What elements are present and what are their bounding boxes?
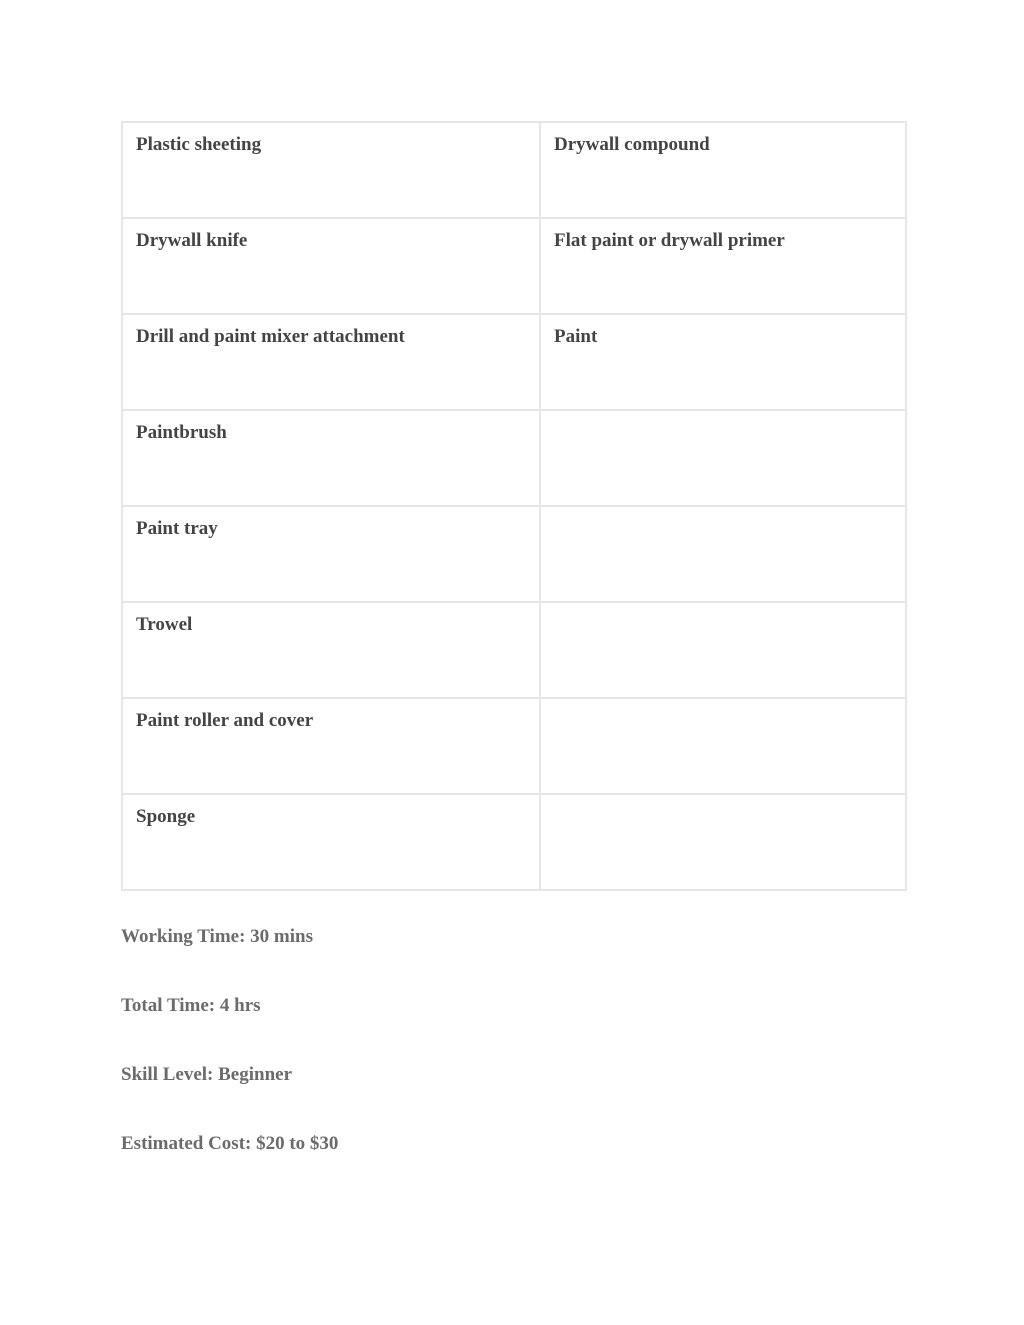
table-cell-material (540, 410, 906, 506)
table-row (122, 122, 906, 218)
total-time: Total Time: 4 hrs (121, 995, 261, 1016)
table-cell-material (540, 794, 906, 890)
table-cell-material: Drywall compound (540, 122, 906, 218)
table-cell-material (540, 506, 906, 602)
table-cell-material (540, 602, 906, 698)
table-cell-tool: Sponge (122, 794, 540, 890)
table-row (122, 506, 906, 602)
table-cell-material: Paint (540, 314, 906, 410)
table-cell-tool: Drywall knife (122, 218, 540, 314)
working-time: Working Time: 30 mins (121, 926, 313, 947)
table-cell-material (540, 698, 906, 794)
table-cell-tool: Plastic sheeting (122, 122, 540, 218)
table-row (122, 314, 906, 410)
table-cell-tool: Paintbrush (122, 410, 540, 506)
table-row (122, 602, 906, 698)
skill-level: Skill Level: Beginner (121, 1064, 292, 1085)
table-row (122, 794, 906, 890)
estimated-cost: Estimated Cost: $20 to $30 (121, 1133, 339, 1154)
table-row (122, 410, 906, 506)
tools-materials-table (121, 121, 907, 891)
table-cell-tool: Paint tray (122, 506, 540, 602)
table-row (122, 698, 906, 794)
table-cell-tool: Trowel (122, 602, 540, 698)
table-cell-material: Flat paint or drywall primer (540, 218, 906, 314)
table-cell-tool: Drill and paint mixer attachment (122, 314, 540, 410)
project-info-list (121, 925, 338, 1201)
table-row (122, 218, 906, 314)
table-cell-tool: Paint roller and cover (122, 698, 540, 794)
